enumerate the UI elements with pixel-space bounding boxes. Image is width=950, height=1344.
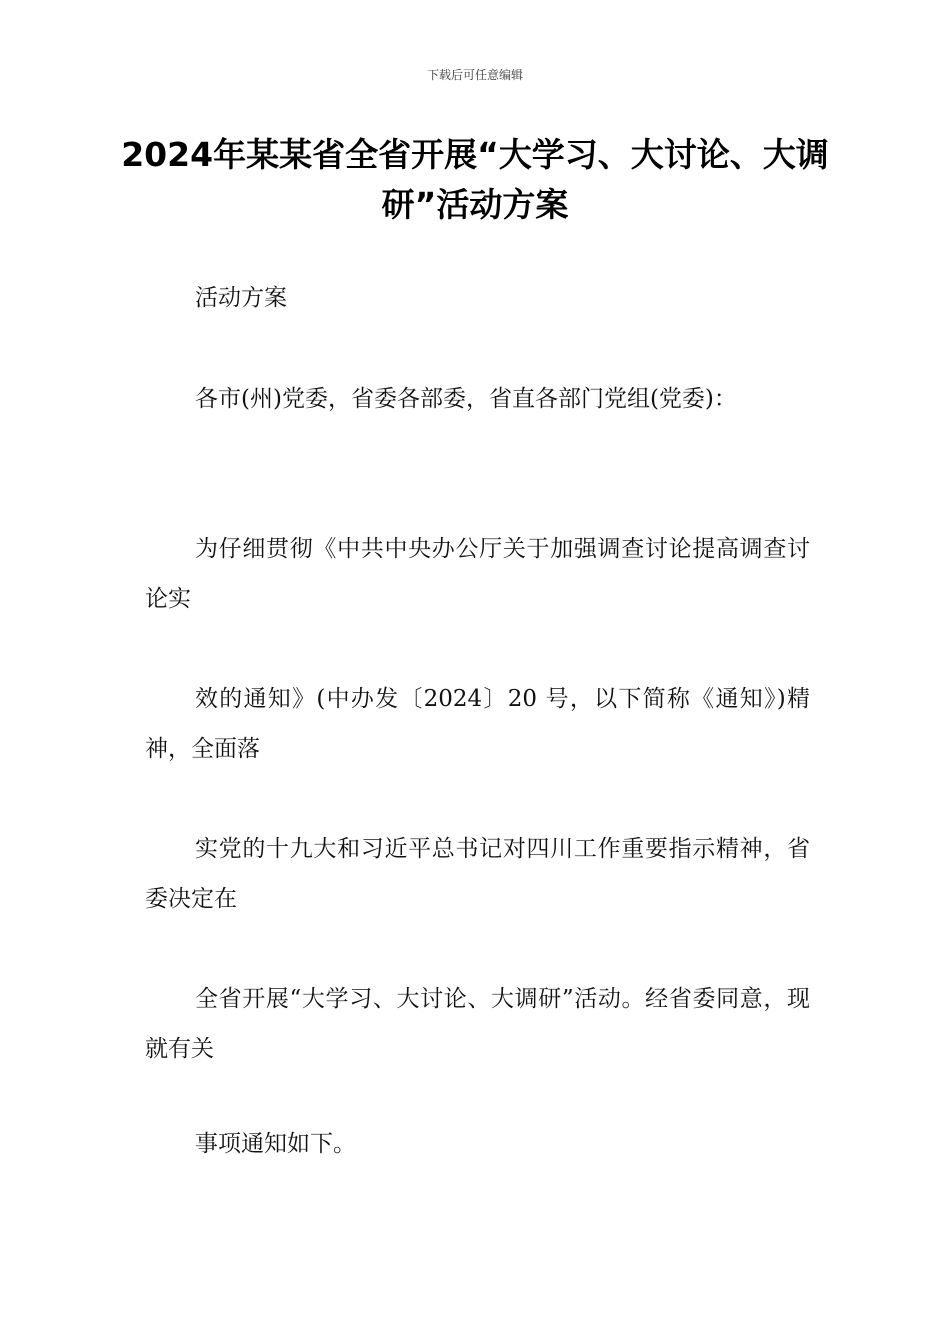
paragraph-body-1: 为仔细贯彻《中共中央办公厅关于加强调查讨论提高调查讨论实 <box>145 536 810 612</box>
paragraph-body-5: 事项通知如下。 <box>195 1131 356 1157</box>
paragraph-body-4: 全省开展“大学习、大讨论、大调研”活动。经省委同意，现就有关 <box>145 986 810 1062</box>
paragraph-salutation: 各市(州)党委，省委各部委，省直各部门党组(党委)： <box>195 386 737 412</box>
header-note: 下载后可任意编辑 <box>426 68 523 82</box>
document-title: 2024年某某省全省开展“大学习、大讨论、大调研”活动方案 <box>121 135 829 224</box>
paragraph-heading: 活动方案 <box>195 285 287 311</box>
paragraph-body-2: 效的通知》(中办发〔2024〕20 号，以下简称《通知》)精神，全面落 <box>145 686 810 762</box>
paragraph-body-3: 实党的十九大和习近平总书记对四川工作重要指示精神，省委决定在 <box>145 836 810 912</box>
